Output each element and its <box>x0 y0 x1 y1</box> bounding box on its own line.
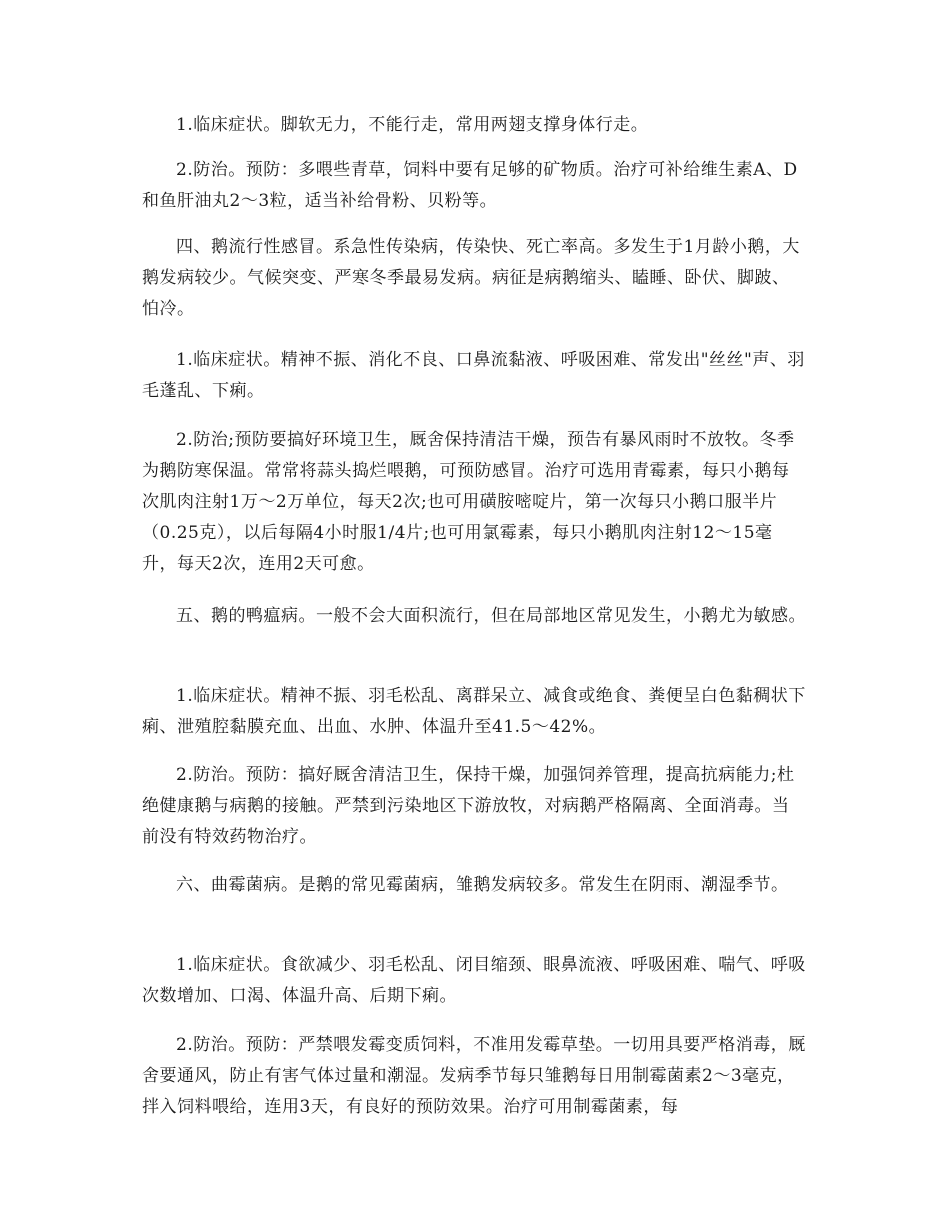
paragraph-goose-influenza-heading: 四、鹅流行性感冒。系急性传染病，传染快、死亡率高。多发生于1月龄小鹅，大鹅发病较少。气候突变、严寒冬季最易发病。病征是病鹅缩头、瞌睡、卧伏、脚跛、怕冷。 <box>142 237 800 319</box>
paragraph-aspergillosis-symptoms: 1.临床症状。食欲减少、羽毛松乱、闭目缩颈、眼鼻流液、呼吸困难、喘气、呼吸次数增加、口渴、体温升高、后期下痢。 <box>142 955 806 1006</box>
paragraph-aspergillosis-treatment: 2.防治。预防：严禁喂发霉变质饲料，不准用发霉草垫。一切用具要严格消毒，厩舍要通风，防止有害气体过量和潮湿。发病季节每只雏鹅每日用制霉菌素2～3毫克，拌入饲料喂给，连用3天，有良好的预防效果。治疗可用制霉菌素，每 <box>142 1035 806 1117</box>
paragraph-leg-weakness-treatment: 2.防治。预防：多喂些青草，饲料中要有足够的矿物质。治疗可补给维生素A、D和鱼肝油丸2～3粒，适当补给骨粉、贝粉等。 <box>142 160 798 211</box>
paragraph-aspergillosis-heading: 六、曲霉菌病。是鹅的常见霉菌病，雏鹅发病较多。常发生在阴雨、潮湿季节。 <box>176 875 789 895</box>
paragraph-duck-plague-treatment: 2.防治。预防：搞好厩舍清洁卫生，保持干燥，加强饲养管理，提高抗病能力;杜绝健康鹅与病鹅的接触。严禁到污染地区下游放牧，对病鹅严格隔离、全面消毒。当前没有特效药物治疗。 <box>142 765 795 847</box>
paragraph-duck-plague-symptoms: 1.临床症状。精神不振、羽毛松乱、离群呆立、减食或绝食、粪便呈白色黏稠状下痢、泄殖腔黏膜充血、出血、水肿、体温升至41.5～42%。 <box>142 686 806 737</box>
paragraph-leg-weakness-symptoms: 1.临床症状。脚软无力，不能行走，常用两翅支撑身体行走。 <box>176 115 649 135</box>
paragraph-influenza-symptoms: 1.临床症状。精神不振、消化不良、口鼻流黏液、呼吸困难、常发出"丝丝"声、羽毛蓬乱、下痢。 <box>142 350 805 401</box>
paragraph-duck-plague-heading: 五、鹅的鸭瘟病。一般不会大面积流行，但在局部地区常见发生，小鹅尤为敏感。 <box>176 606 806 626</box>
paragraph-influenza-treatment: 2.防治;预防要搞好环境卫生，厩舍保持清洁干燥，预告有暴风雨时不放牧。冬季为鹅防寒保温。常常将蒜头捣烂喂鹅，可预防感冒。治疗可选用青霉素，每只小鹅每次肌肉注射1万～2万单位，每天2次;也可用磺胺嘧啶片，第一次每只小鹅口服半片（0.25克），以后每隔4小时服1/4片;也可用氯霉素，每只小鹅肌肉注射12～15毫升，每天2次，连用2天可愈。 <box>142 430 795 574</box>
